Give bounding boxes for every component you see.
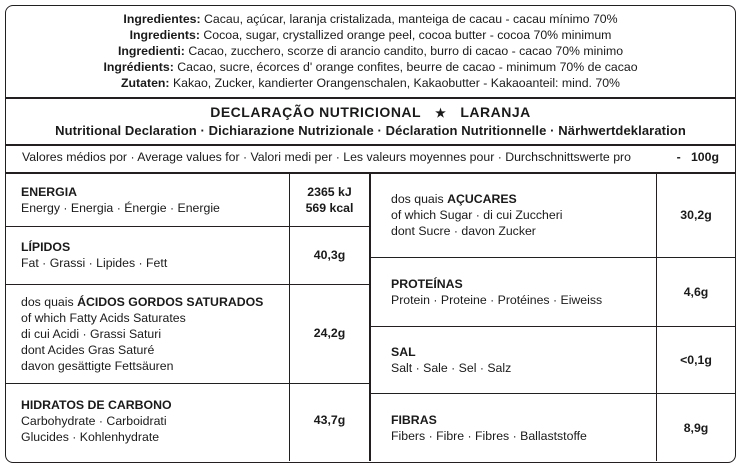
- divider-right-2: [369, 326, 736, 327]
- divider-title: [5, 144, 736, 146]
- divider-left-2: [5, 284, 370, 285]
- fibre-value: 8,9g: [683, 421, 709, 435]
- ingredients-fr: Ingrédients: Cacao, sucre, écorces d' orange confites, beurre de cacao - minimum 70% de cacao: [103, 60, 638, 74]
- divider-right-1: [369, 257, 736, 258]
- ingredients-it: Ingredienti: Cacao, zucchero, scorze di arancio candito, burro di cacao - cacao 70% minimo: [117, 44, 624, 58]
- energy-label: ENERGIA Energy · Energia · Énergie · Energie: [21, 185, 220, 215]
- fibre-label: FIBRAS Fibers · Fibre · Fibres · Ballaststoffe: [391, 413, 587, 443]
- salt-value: <0,1g: [680, 353, 712, 367]
- protein-value: 4,6g: [683, 285, 709, 299]
- divider-ingredients: [5, 97, 736, 99]
- fat-label: LÍPIDOS Fat · Grassi · Lipides · Fett: [21, 240, 168, 270]
- divider-left-3: [5, 383, 370, 384]
- carbohydrate-label: HIDRATOS DE CARBONO Carbohydrate · Carboidrati Glucides · Kohlenhydrate: [21, 398, 172, 444]
- divider-left-1: [5, 226, 370, 227]
- nutrition-title: DECLARAÇÃO NUTRICIONAL ★ LARANJA: [210, 104, 531, 120]
- nutrition-subtitle: Nutritional Declaration · Dichiarazione Nutrizionale · Déclaration Nutritionnelle · Närhwertdeklaration: [55, 123, 686, 138]
- average-values-text: Valores médios por · Average values for · Valori medi per · Les valeurs moyennes pour · Durchschnittswerte pro: [22, 150, 631, 164]
- salt-label: SAL Salt · Sale · Sel · Salz: [391, 345, 512, 375]
- ingredients-pt: Ingredientes: Cacau, açúcar, laranja cristalizada, manteiga de cacau - cacau mínimo 70%: [123, 12, 618, 26]
- sugars-value: 30,2g: [680, 208, 712, 222]
- divider-center: [369, 172, 371, 461]
- energy-value: 2365 kJ 569 kcal: [305, 185, 354, 215]
- saturated-fat-value: 24,2g: [313, 326, 346, 340]
- sugars-label: dos quais AÇUCARES of which Sugar · di cui Zuccheri dont Sucre · davon Zucker: [391, 192, 563, 238]
- carbohydrate-value: 43,7g: [313, 413, 346, 427]
- fat-value: 40,3g: [313, 248, 346, 262]
- ingredients-de: Zutaten: Kakao, Zucker, kandierter Orangenschalen, Kakaobutter - Kakaoanteil: mind. 70%: [121, 76, 620, 90]
- average-values-amount: - 100g: [676, 150, 719, 164]
- divider-average: [5, 172, 736, 174]
- ingredients-en: Ingredients: Cocoa, sugar, crystallized orange peel, cocoa butter - cocoa 70% minimum: [129, 28, 612, 42]
- saturated-fat-label: dos quais ÁCIDOS GORDOS SATURADOS of which Fatty Acids Saturates di cui Acidi · Grassi Saturi dont Acides Gras Saturé davon gesättigte Fettsäuren: [21, 295, 264, 373]
- star-icon: ★: [435, 106, 447, 120]
- protein-label: PROTEÍNAS Protein · Proteine · Protéines · Eiweiss: [391, 277, 603, 307]
- divider-right-3: [369, 393, 736, 394]
